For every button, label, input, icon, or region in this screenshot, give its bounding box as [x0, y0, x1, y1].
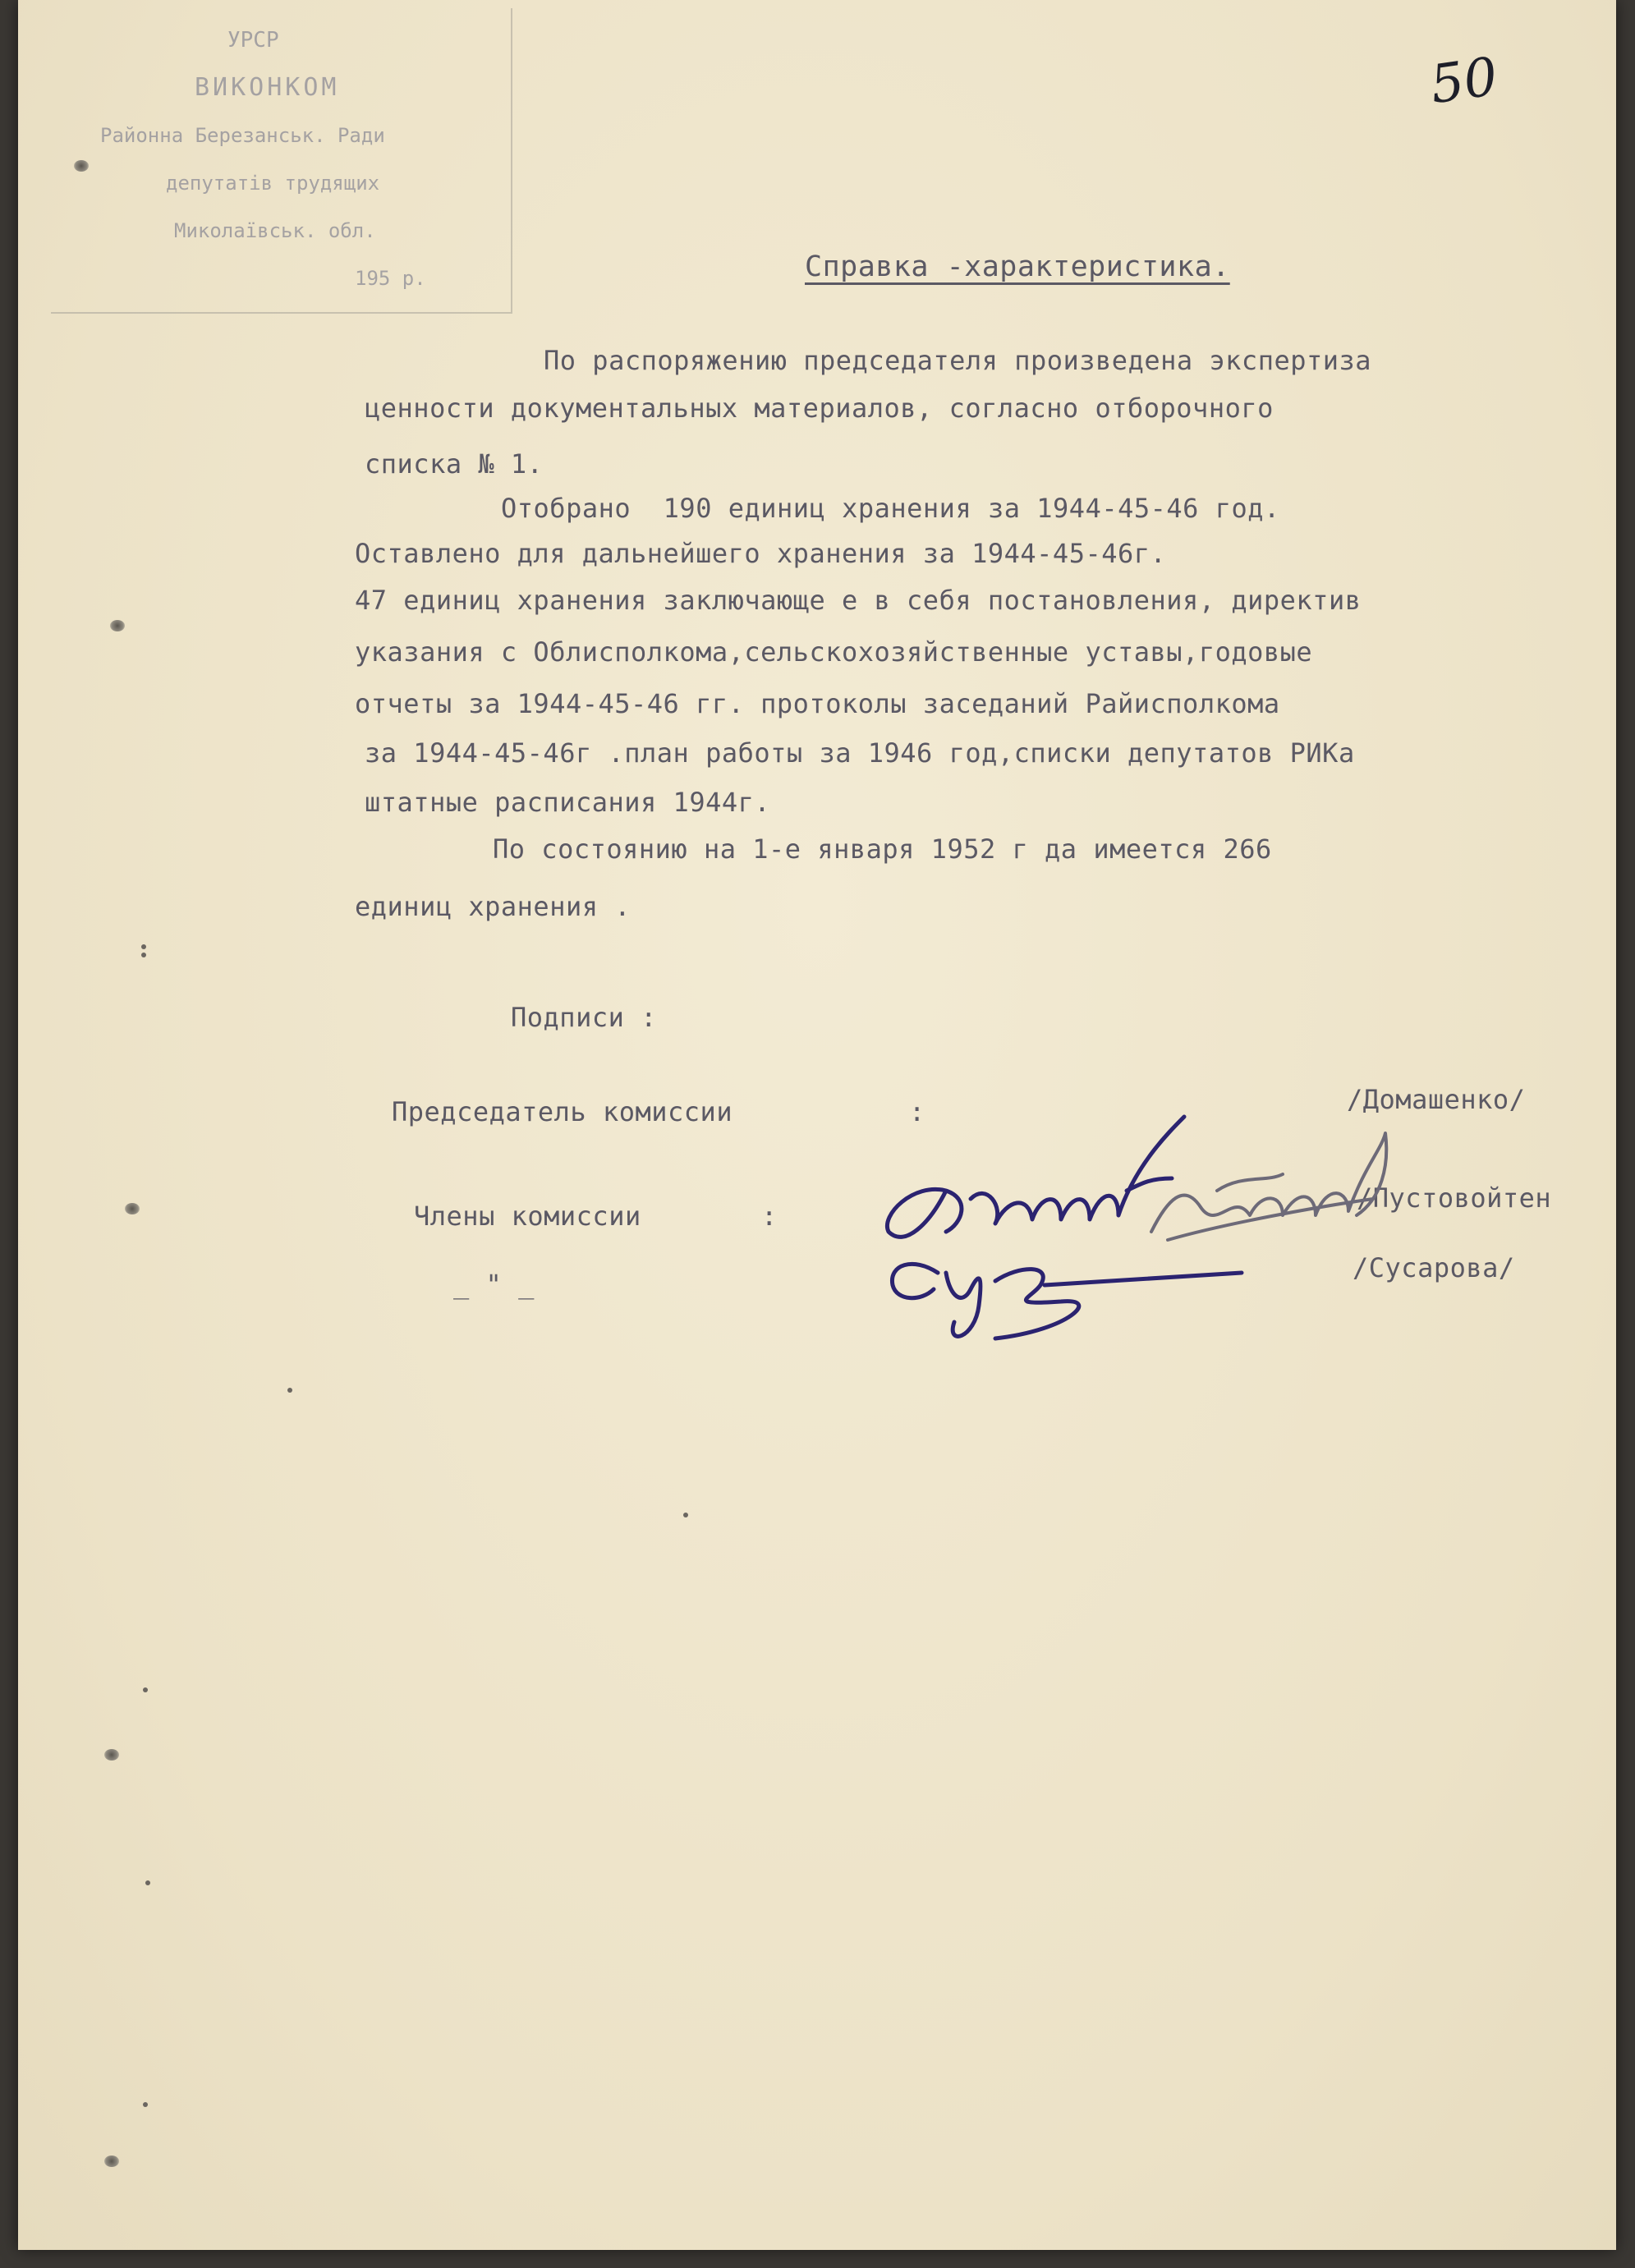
folio-number: 50 [1426, 46, 1502, 117]
body-line-8: отчеты за 1944-45-46 гг. протоколы заседаний Райисполкома [355, 688, 1280, 719]
body-line-4: Отобрано 190 единиц хранения за 1944-45-46 год. [501, 493, 1280, 524]
handwritten-signatures [856, 1100, 1513, 1347]
stamp-line-2: ВИКОНКОМ [195, 73, 340, 102]
chairman-name: /Домашенко/ [1347, 1084, 1526, 1115]
body-line-1: По распоряжению председателя произведена экспертиза [544, 345, 1372, 376]
body-line-3: списка № 1. [365, 448, 544, 480]
body-line-7: указания с Облисполкома,сельскохозяйственные уставы,годовые [355, 636, 1313, 668]
stamp-line-4: депутатів трудящих [166, 172, 380, 195]
member1-name: /Пустовойтен [1357, 1182, 1552, 1214]
binding-hole [104, 1749, 119, 1761]
binding-hole [74, 160, 89, 172]
body-line-9: за 1944-45-46г .план работы за 1946 год,списки депутатов РИКа [365, 737, 1355, 769]
paper-speck [143, 2102, 148, 2107]
binding-hole [110, 620, 125, 631]
body-line-5: Оставлено для дальнейшего хранения за 1944-45-46г. [355, 538, 1167, 569]
chairman-label: Председатель комиссии [392, 1096, 733, 1127]
member2-signature [892, 1264, 1242, 1338]
stamp-line-1: УРСР [227, 28, 279, 53]
binding-hole [104, 2156, 119, 2167]
chairman-signature [887, 1117, 1184, 1237]
binding-hole [125, 1203, 140, 1214]
body-line-10: штатные расписания 1944г. [365, 787, 771, 818]
document-title: Справка -характеристика. [805, 250, 1230, 283]
ditto-mark: _ " _ [453, 1269, 535, 1300]
paper-speck [141, 944, 146, 949]
paper-speck [287, 1388, 292, 1393]
body-line-11: По состоянию на 1-е января 1952 г да имеется 266 [493, 833, 1272, 865]
archival-document-page [18, 0, 1616, 2250]
member2-name: /Сусарова/ [1353, 1252, 1515, 1283]
chairman-colon: : [909, 1096, 925, 1127]
body-line-12: единиц хранения . [355, 891, 631, 922]
paper-speck [141, 953, 146, 957]
organization-stamp [51, 8, 519, 320]
body-line-6: 47 единиц хранения заключающе е в себя постановления, директив [355, 585, 1362, 616]
paper-speck [683, 1513, 688, 1517]
signatures-heading: Подписи : [511, 1002, 657, 1033]
body-line-2: ценности документальных материалов, согласно отборочного [365, 393, 1274, 424]
paper-speck [143, 1687, 148, 1692]
stamp-line-3: Районна Березанськ. Ради [100, 124, 385, 147]
member1-signature [1151, 1133, 1386, 1240]
members-label: Члены комиссии [414, 1201, 641, 1232]
members-colon: : [761, 1201, 778, 1232]
stamp-line-5: Миколаївськ. обл. [174, 219, 376, 242]
paper-speck [145, 1880, 150, 1885]
stamp-line-6: 195 р. [355, 267, 426, 290]
